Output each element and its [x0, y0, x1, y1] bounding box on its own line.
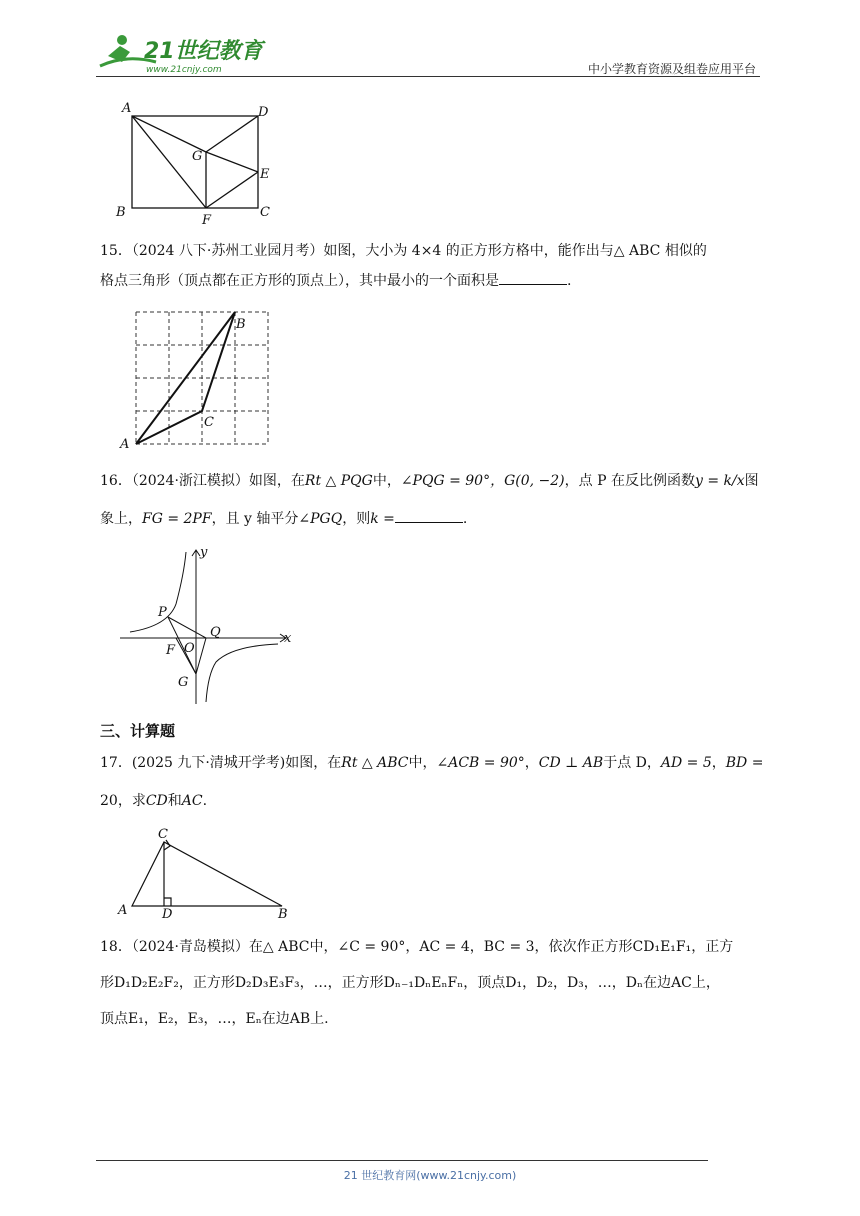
answer-blank-15	[499, 270, 567, 285]
footer-divider	[96, 1160, 708, 1161]
q17-math: Rt △ ABC	[341, 755, 409, 771]
q18-line2: 形D₁D₂E₂F₂，正方形D₂D₃E₃F₃，…，正方形Dₙ₋₁DₙEₙFₙ，顶点D₁，D₂，D₃，…，Dₙ在边AC上，	[100, 975, 720, 991]
q16-text: ，则	[342, 511, 371, 527]
question-16	[100, 470, 764, 530]
label-d: D	[258, 105, 269, 120]
label-b: B	[116, 205, 126, 220]
q17-text: .	[202, 793, 208, 809]
q16-text: 中，	[372, 473, 401, 489]
q17-math: AC	[181, 793, 203, 809]
label-c: C	[260, 205, 270, 220]
label-c: C	[158, 827, 168, 842]
label-b: B	[236, 317, 246, 332]
figure-hyperbola	[112, 544, 302, 706]
q15-end: .	[567, 273, 572, 289]
logo-url: www.21cnjy.com	[146, 65, 222, 75]
q16-math: ∠PQG = 90°，G(0, −2)	[400, 473, 565, 489]
q17-text: 于点 D，	[603, 755, 661, 771]
header-divider	[96, 76, 760, 77]
q16-math: FG = 2PF	[142, 511, 212, 527]
q18-line3: 顶点E₁，E₂，E₃，…，Eₙ在边AB上.	[100, 1011, 329, 1027]
q18-line1: 18．（2024·青岛模拟）在△ ABC中，∠C = 90°，AC = 4，BC = 3，依次作正方形CD₁E₁F₁，正方	[100, 939, 734, 955]
label-a: A	[118, 903, 128, 918]
q17-text: 17．(2025 九下·清城开学考)如图，在	[100, 755, 342, 771]
section-title: 三、计算题	[100, 722, 176, 740]
label-d: D	[162, 907, 173, 920]
label-o: O	[184, 641, 195, 656]
label-b: B	[278, 907, 288, 920]
q15-line1: 15．（2024 八下·苏州工业园月考）如图，大小为 4×4 的正方形方格中，能作出与△ ABC 相似的	[100, 243, 707, 259]
label-p: P	[158, 605, 167, 620]
q17-text: ，求	[117, 793, 146, 809]
q17-math: ∠ACB = 90°	[436, 755, 525, 771]
q16-text: ，点 P 在反比例函数	[564, 473, 695, 489]
q17-text: ，	[711, 755, 726, 771]
q17-text: 和	[167, 793, 182, 809]
q16-math: Rt △ PQG	[304, 473, 373, 489]
q17-math: CD	[145, 793, 168, 809]
label-c: C	[204, 415, 214, 430]
logo-text: 21世纪教育	[144, 39, 263, 64]
q16-math: k =	[370, 511, 395, 527]
figure-right-triangle	[112, 824, 302, 920]
q15-line2: 格点三角形（顶点都在正方形的顶点上），其中最小的一个面积是	[100, 273, 499, 289]
page-header	[96, 32, 760, 78]
q17-math: AD = 5	[660, 755, 712, 771]
q17-math: BD =	[725, 755, 764, 771]
q16-math: y = k/x	[694, 473, 745, 489]
figure-grid-abc	[112, 306, 282, 452]
label-x: x	[284, 631, 292, 646]
q17-text: 中，	[408, 755, 437, 771]
label-y: y	[200, 545, 208, 560]
question-15	[100, 240, 764, 292]
q16-text: 图	[744, 473, 759, 489]
q16-text: ，且 y 轴平分	[211, 511, 299, 527]
label-q: Q	[210, 625, 221, 640]
label-e: E	[260, 167, 270, 182]
q16-end: .	[462, 511, 468, 527]
label-g: G	[192, 149, 203, 164]
figure-rectangle-abcd	[112, 98, 282, 226]
answer-blank-16	[395, 508, 463, 523]
q17-text: ，	[524, 755, 539, 771]
q16-text: 象上，	[100, 511, 142, 527]
label-a: A	[122, 101, 132, 116]
footer-link[interactable]: 21 世纪教育网(www.21cnjy.com)	[343, 1169, 517, 1182]
q16-text: 16．（2024·浙江模拟）如图，在	[100, 473, 305, 489]
label-a: A	[120, 437, 130, 452]
q17-math: CD ⊥ AB	[538, 755, 604, 771]
platform-title: 中小学教育资源及组卷应用平台	[587, 62, 756, 76]
label-f: F	[202, 213, 212, 226]
label-f: F	[166, 643, 176, 658]
question-17	[100, 752, 764, 812]
q16-math: ∠PGQ	[298, 511, 343, 527]
label-g: G	[178, 675, 189, 690]
q17-text: 20	[100, 793, 118, 809]
question-18	[100, 936, 764, 1030]
site-logo	[96, 32, 266, 78]
